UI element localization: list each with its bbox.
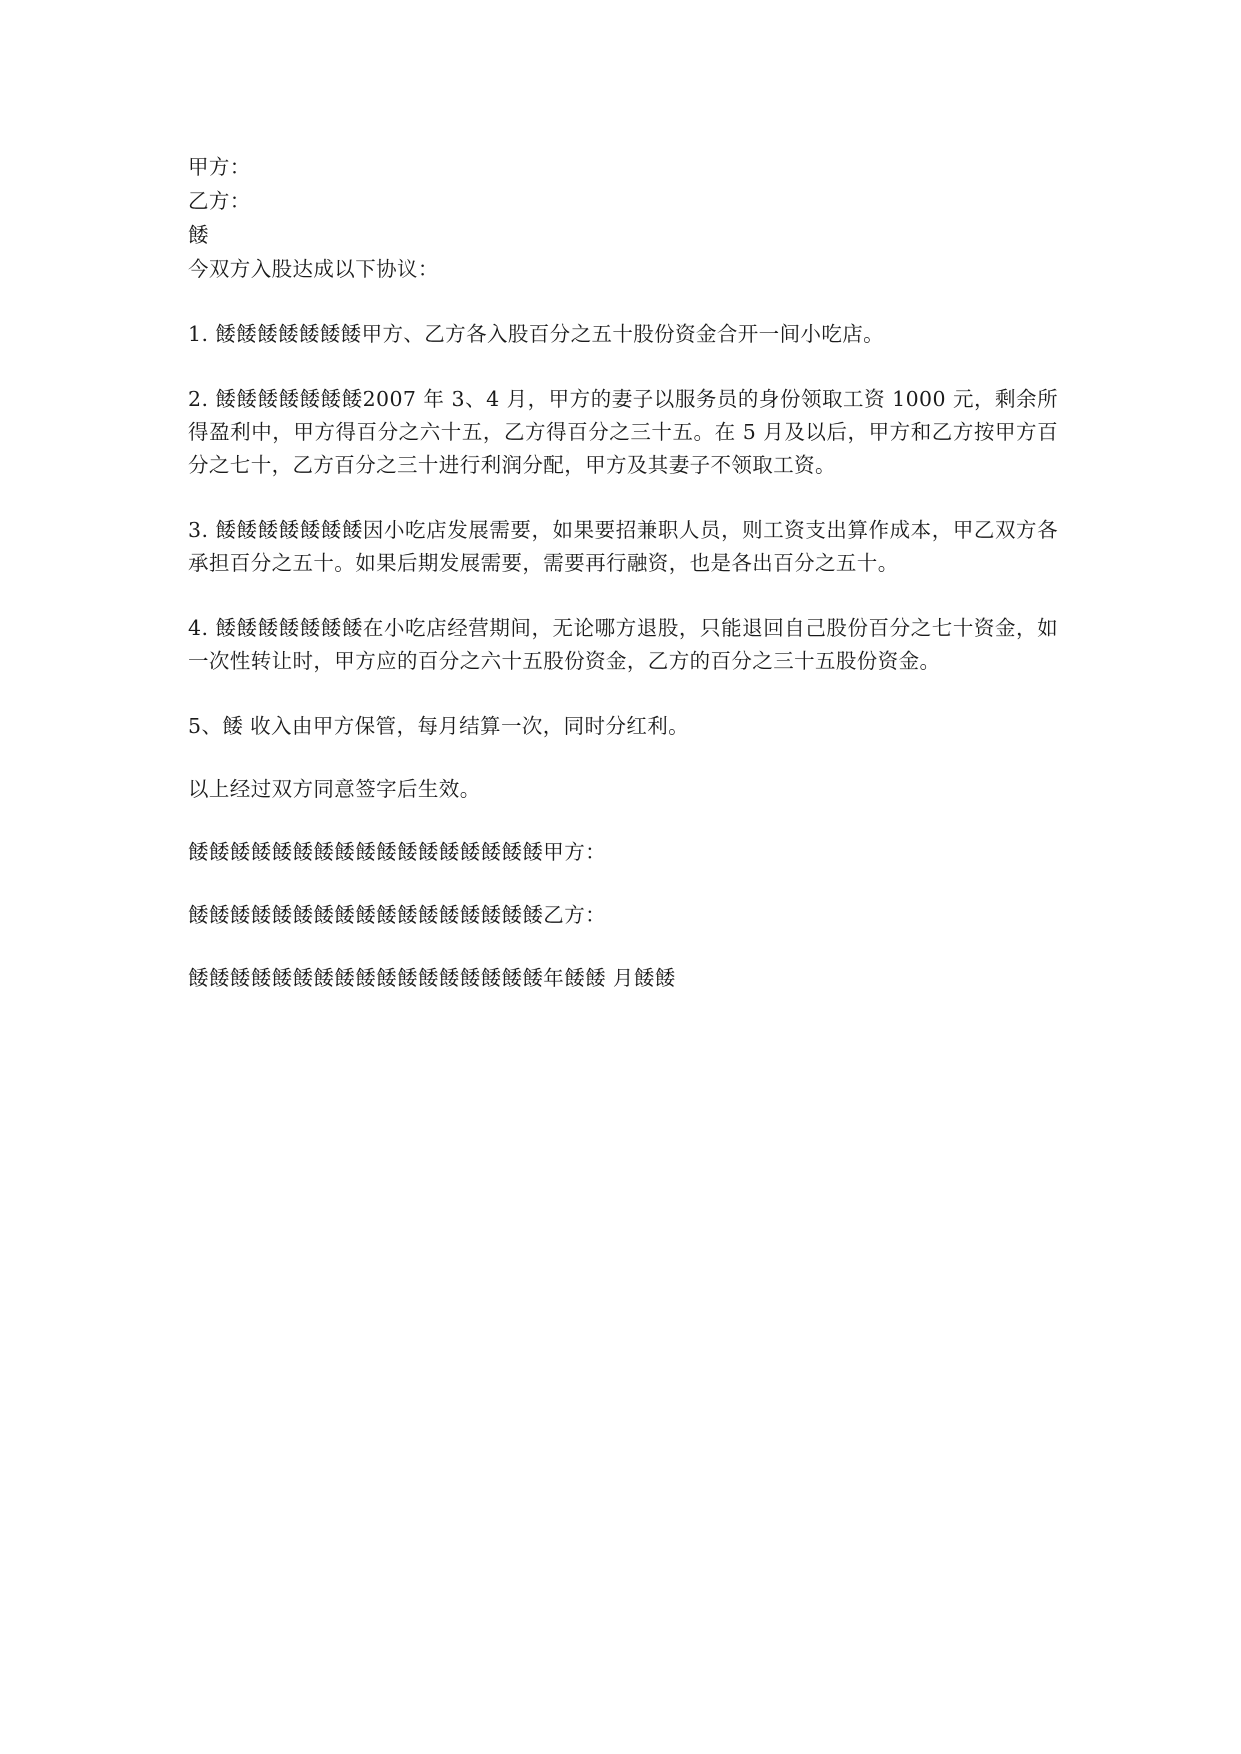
party-a-heading: 甲方： (188, 155, 251, 179)
clause-2: 2. 餧餧餧餧餧餧餧2007 年 3、4 月，甲方的妻子以服务员的身份领取工资 1000 元，剩余所得盈利中，甲方得百分之六十五，乙方得百分之三十五。在 5 月及以后，甲方和乙方按甲方百分之七十，乙方百分之三十进行利润分配，甲方及其妻子不领取工资。 (188, 387, 1058, 477)
clause-4: 4. 餧餧餧餧餧餧餧在小吃店经营期间，无论哪方退股，只能退回自己股份百分之七十资金，如一次性转让时，甲方应的百分之六十五股份资金，乙方的百分之三十五股份资金。 (188, 616, 1058, 673)
party-b-heading: 乙方： (188, 189, 251, 213)
blank-line: 餧 (188, 223, 209, 247)
signature-party-a: 餧餧餧餧餧餧餧餧餧餧餧餧餧餧餧餧餧甲方： (188, 840, 606, 864)
clause-1: 1. 餧餧餧餧餧餧餧甲方、乙方各入股百分之五十股份资金合开一间小吃店。 (188, 322, 885, 346)
clause-3: 3. 餧餧餧餧餧餧餧因小吃店发展需要，如果要招兼职人员，则工资支出算作成本，甲乙双方各承担百分之五十。如果后期发展需要，需要再行融资，也是各出百分之五十。 (188, 518, 1058, 575)
signature-party-b: 餧餧餧餧餧餧餧餧餧餧餧餧餧餧餧餧餧乙方： (188, 903, 606, 927)
intro-text: 今双方入股达成以下协议： (188, 257, 439, 281)
signature-date: 餧餧餧餧餧餧餧餧餧餧餧餧餧餧餧餧餧年餧餧 月餧餧 (188, 966, 676, 990)
contract-document (188, 150, 1058, 995)
closing-statement: 以上经过双方同意签字后生效。 (188, 777, 481, 801)
clause-5: 5、餧 收入由甲方保管，每月结算一次，同时分红利。 (188, 714, 690, 738)
